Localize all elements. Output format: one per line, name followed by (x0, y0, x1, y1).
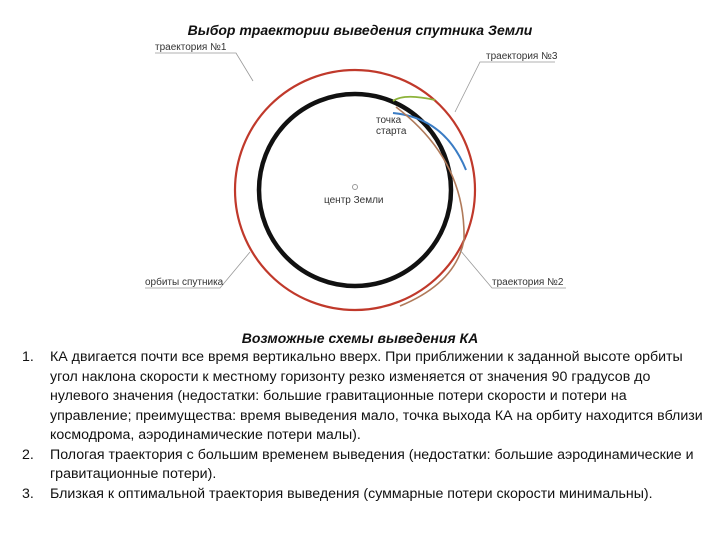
list-item-number: 3. (22, 485, 34, 502)
label-start-line1: точка (376, 115, 402, 126)
label-earth-center: центр Земли (324, 195, 384, 206)
page-title: Выбор траектории выведения спутника Земли (187, 22, 533, 38)
trajectory-1-curve (393, 97, 435, 101)
leader-trajectory-3 (455, 62, 555, 112)
earth-center-marker (353, 185, 358, 190)
list-item (22, 485, 712, 505)
section-subtitle: Возможные схемы выведения КА (241, 330, 479, 346)
list-item-text: Близкая к оптимальной траектория выведения (суммарные потери скорости минимальны). (50, 485, 653, 502)
list-item-text: КА двигается почти все время вертикально вверх. При приближении к заданной высоте орбиты угол наклона скорости к местному горизонту резко изменяется от значения 90 градусов до нулевого значения (недостатки: большие гравитационные потери скорости и потери на управление; преимущества: время выведения мало, точка выхода КА на орбиту находится вблизи космодрома, аэродинамические потери малы). (50, 349, 703, 443)
list-item-text: Пологая траектория с большим временем выведения (недостатки: большие аэродинамические и гравитационные потери). (50, 446, 694, 482)
leader-trajectory-1 (155, 53, 253, 81)
list-item-number: 2. (22, 446, 34, 463)
label-start-line2: старта (376, 126, 407, 137)
label-trajectory-2: траектория №2 (492, 277, 564, 288)
schemes-list (22, 348, 712, 504)
list-item (22, 446, 712, 485)
trajectory-3-curve (393, 113, 466, 170)
list-item-number: 1. (22, 349, 34, 365)
label-trajectory-3: траектория №3 (486, 51, 558, 62)
label-orbit: орбиты спутника (145, 277, 224, 288)
list-item (22, 348, 712, 446)
label-trajectory-1: траектория №1 (155, 42, 227, 53)
